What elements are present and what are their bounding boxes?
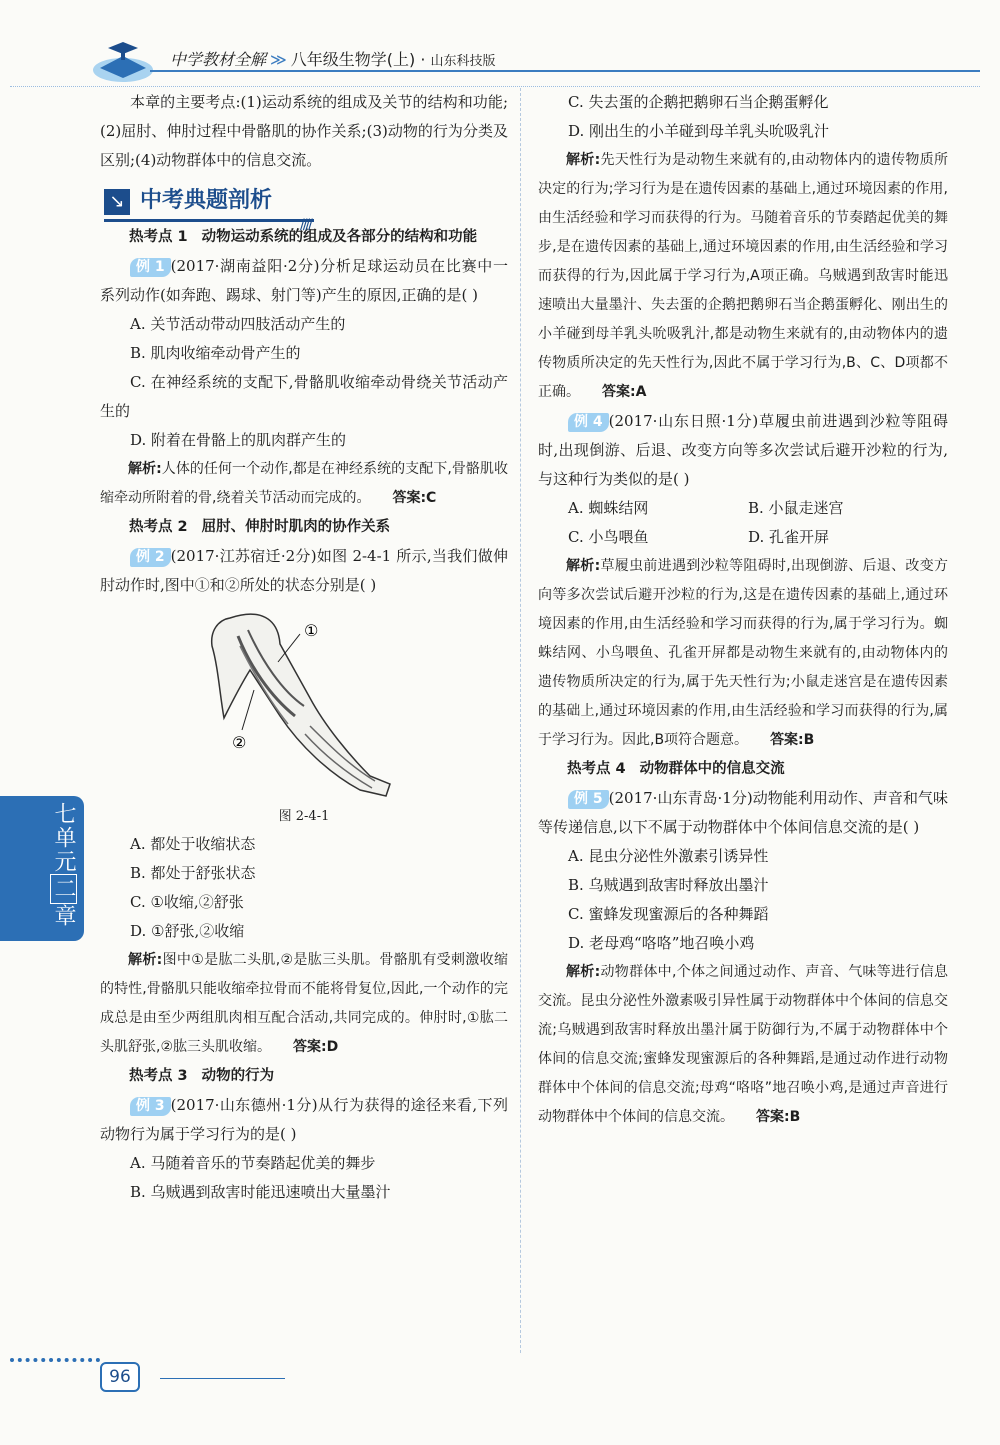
- hot-point-title: 屈肘、伸肘时肌肉的协作关系: [201, 519, 391, 535]
- hot-point-title: 动物群体中的信息交流: [639, 761, 785, 777]
- chapter-intro: 本章的主要考点:(1)运动系统的组成及关节的结构和功能;(2)屈肘、伸肘过程中骨骼肌的协作关系;(3)动物的行为分类及区别;(4)动物群体中的信息交流。: [100, 93, 508, 169]
- option: C. ①收缩,②舒张: [130, 893, 244, 911]
- hot-point-2: [100, 513, 508, 542]
- example-4-analysis: [538, 552, 948, 755]
- question-text: (2017·山东德州·1分)从行为获得的途径来看,下列动物行为属于学习行为的是( ): [100, 1096, 508, 1143]
- book-title: 中学教材全解: [170, 50, 267, 69]
- example-badge: 例 3: [130, 1097, 171, 1116]
- option: B. 都处于舒张状态: [130, 864, 256, 882]
- option: A. 蜘蛛结网: [568, 499, 649, 517]
- option: A. 昆虫分泌性外激素引诱异性: [568, 847, 769, 865]
- example-badge: 例 4: [568, 413, 609, 432]
- option: B. 乌贼遇到敌害时释放出墨汁: [568, 876, 769, 894]
- example-5-question: [538, 784, 948, 842]
- hot-point-3: [100, 1062, 508, 1091]
- example-5-analysis: [538, 958, 948, 1132]
- arm-diagram: [200, 606, 400, 801]
- analysis-text: 图中①是肱二头肌,②是肱三头肌。骨骼肌有受刺激收缩的特性,骨骼肌只能收缩牵拉骨而不能将骨复位,因此,一个动作的完成总是由至少两组肌肉相互配合活动,共同完成的。伸肘时,①肱二头肌舒张,②肱三头肌收缩。: [100, 952, 508, 1055]
- section-slash-decoration: ////: [300, 217, 311, 233]
- page-number: 96: [100, 1362, 140, 1392]
- option: D. ①舒张,②收缩: [130, 922, 245, 940]
- option-row: [538, 523, 948, 552]
- section-underline: [104, 219, 314, 222]
- unit-label: 七单元: [51, 802, 76, 874]
- option: D. 附着在骨骼上的肌肉群产生的: [130, 431, 347, 449]
- footer-rule: [160, 1378, 285, 1379]
- option: A. 都处于收缩状态: [130, 835, 256, 853]
- hot-point-4: [538, 755, 948, 784]
- option: A. 关节活动带动四肢活动产生的: [130, 315, 346, 333]
- analysis-label: 解析:: [128, 952, 163, 968]
- book-subtitle: 八年级生物学(上) ·: [290, 50, 426, 69]
- option: D. 刚出生的小羊碰到母羊乳头吮吸乳汁: [568, 122, 830, 140]
- example-badge: 例 5: [568, 790, 609, 809]
- example-badge: 例 2: [130, 548, 171, 567]
- publisher: 山东科技版: [430, 54, 496, 69]
- example-3-analysis: [538, 146, 948, 407]
- option: C. 在神经系统的支配下,骨骼肌收缩牵动骨绕关节活动产生的: [100, 373, 508, 420]
- analysis-label: 解析:: [566, 964, 601, 980]
- analysis-text: 人体的任何一个动作,都是在神经系统的支配下,骨骼肌收缩牵动所附着的骨,绕着关节活动而完成的。: [100, 461, 508, 506]
- answer: 答案:C: [392, 490, 437, 506]
- option: B. 肌肉收缩牵动骨产生的: [130, 344, 301, 362]
- answer: 答案:A: [602, 384, 647, 400]
- chapter-number: 二: [50, 874, 77, 904]
- hot-point-number: 热考点 2: [129, 519, 188, 535]
- option: B. 小鼠走迷宫: [748, 499, 844, 517]
- left-column: [100, 88, 508, 1207]
- book-logo-icon: [88, 38, 158, 84]
- answer: 答案:B: [756, 1109, 801, 1125]
- arrow-icon: ↘: [104, 189, 130, 215]
- hot-point-number: 热考点 3: [129, 1068, 188, 1084]
- option: D. 孔雀开屏: [748, 528, 830, 546]
- section-heading: [100, 183, 508, 233]
- section-title: 中考典题剖析: [140, 188, 273, 213]
- question-text: (2017·山东日照·1分)草履虫前进遇到沙粒等阻碍时,出现倒游、后退、改变方向等多次尝试后避开沙粒的行为,与这种行为类似的是( ): [538, 412, 948, 488]
- figure-caption: 图 2-4-1: [278, 809, 330, 824]
- analysis-label: 解析:: [128, 461, 162, 477]
- analysis-text: 动物群体中,个体之间通过动作、声音、气味等进行信息交流。昆虫分泌性外激素吸引异性属于动物群体中个体间的信息交流;乌贼遇到敌害时释放出墨汁属于防御行为,不属于动物群体中个体间的信息交流;蜜蜂发现蜜源后的各种舞蹈,是通过动作进行动物群体中个体间的信息交流;母鸡“咯咯”地召唤小鸡,是通过声音进行动物群体中个体间的信息交流。: [538, 964, 948, 1125]
- question-text: (2017·江苏宿迁·2分)如图 2-4-1 所示,当我们做伸肘动作时,图中①和②所处的状态分别是( ): [100, 547, 508, 594]
- header-dotted-rule: [10, 86, 980, 87]
- footer-dotted-rule: [10, 1358, 100, 1364]
- chapter-suffix: 章: [51, 904, 76, 928]
- example-2-analysis: [100, 946, 508, 1062]
- example-4-question: [538, 407, 948, 494]
- option: B. 乌贼遇到敌害时能迅速喷出大量墨汁: [130, 1183, 391, 1201]
- analysis-label: 解析:: [566, 152, 601, 168]
- analysis-label: 解析:: [566, 558, 601, 574]
- example-1-analysis: [100, 455, 508, 513]
- option: C. 蜜蜂发现蜜源后的各种舞蹈: [568, 905, 769, 923]
- column-divider: [520, 88, 521, 1353]
- example-badge: 例 1: [130, 258, 171, 277]
- example-1-question: [100, 252, 508, 310]
- answer: 答案:D: [293, 1039, 339, 1055]
- question-text: (2017·湖南益阳·2分)分析足球运动员在比赛中一系列动作(如奔跑、踢球、射门等)产生的原因,正确的是( ): [100, 257, 508, 304]
- option: A. 马随着音乐的节奏踏起优美的舞步: [130, 1154, 376, 1172]
- hot-point-title: 动物运动系统的组成及各部分的结构和功能: [201, 229, 478, 245]
- figure-label-2: ②: [232, 733, 247, 752]
- option: C. 小鸟喂鱼: [568, 528, 649, 546]
- header-separator: ≫: [270, 50, 287, 69]
- page-header: [0, 0, 1000, 90]
- hot-point-number: 热考点 4: [567, 761, 626, 777]
- analysis-text: 草履虫前进遇到沙粒等阻碍时,出现倒游、后退、改变方向等多次尝试后避开沙粒的行为,这是在遗传因素的基础上,通过环境因素的作用,由生活经验和学习而获得的行为,属于学习行为。蜘蛛结网、小鸟喂鱼、孔雀开屏都是动物生来就有的,由动物体内的遗传物质所决定的行为,属于先天性行为;小鼠走迷宫是在遗传因素的基础上,通过环境因素的作用,由生活经验和学习而获得的行为,属于学习行为。因此,B项符合题意。: [538, 558, 948, 748]
- option-row: [538, 494, 948, 523]
- header-title: [170, 50, 496, 72]
- example-3-question: [100, 1091, 508, 1149]
- option: D. 老母鸡“咯咯”地召唤小鸡: [568, 934, 755, 952]
- analysis-text: 先天性行为是动物生来就有的,由动物体内的遗传物质所决定的行为;学习行为是在遗传因素的基础上,通过环境因素的作用,由生活经验和学习而获得的行为。马随着音乐的节奏踏起优美的舞步,是在遗传因素的基础上,通过环境因素的作用,由生活经验和学习而获得的行为,因此属于学习行为,A项正确。乌贼遇到敌害时能迅速喷出大量墨汁、失去蛋的企鹅把鹅卵石当企鹅蛋孵化、刚出生的小羊碰到母羊乳头吮吸乳汁,都是动物生来就有的,由动物体内的遗传物质所决定的先天性行为,因此不属于学习行为,B、C、D项都不正确。: [538, 152, 948, 400]
- right-column: [538, 88, 948, 1132]
- hot-point-number: 热考点 1: [129, 229, 188, 245]
- arm-muscle-figure: [100, 606, 508, 806]
- hot-point-title: 动物的行为: [201, 1068, 275, 1084]
- answer: 答案:B: [770, 732, 815, 748]
- figure-label-1: ①: [304, 621, 319, 640]
- question-text: (2017·山东青岛·1分)动物能利用动作、声音和气味等传递信息,以下不属于动物群体中个体间信息交流的是( ): [538, 789, 948, 836]
- example-2-question: [100, 542, 508, 600]
- header-rule: [150, 70, 980, 72]
- chapter-side-label: [48, 802, 79, 928]
- option: C. 失去蛋的企鹅把鹅卵石当企鹅蛋孵化: [568, 93, 829, 111]
